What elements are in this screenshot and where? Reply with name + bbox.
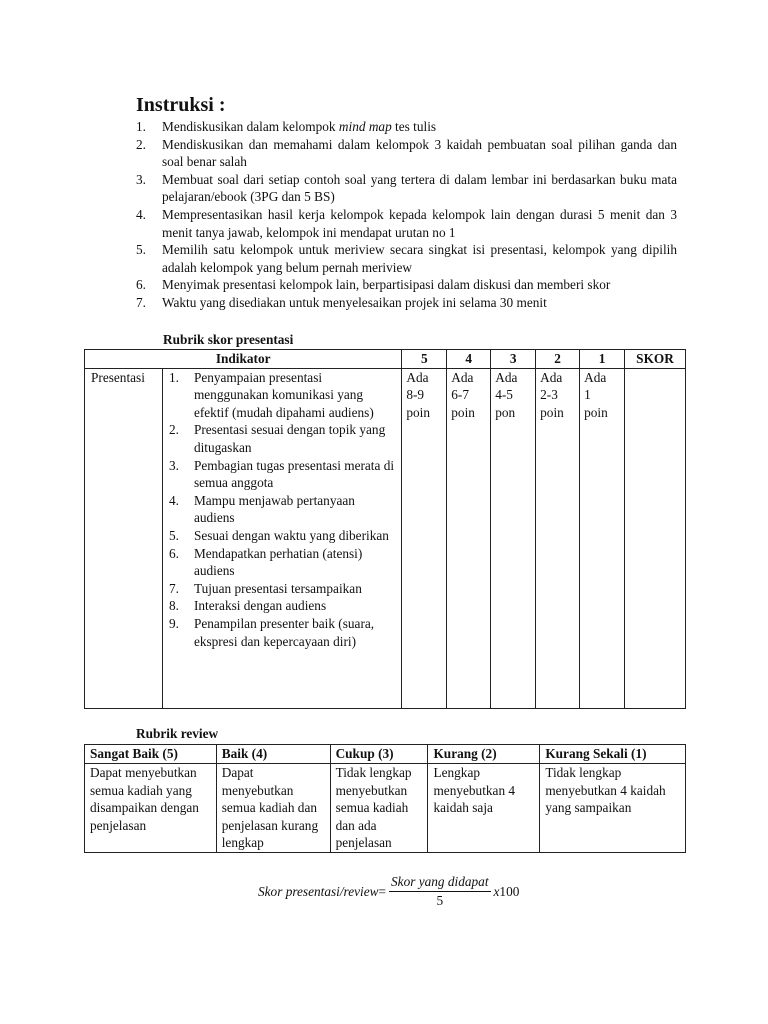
instruction-number: 3. — [136, 171, 146, 187]
score-line: Ada — [451, 369, 474, 385]
header-skor: SKOR — [625, 350, 686, 369]
instruction-item — [136, 206, 677, 241]
instructions-list — [136, 118, 677, 312]
indicator-number: 5. — [168, 527, 179, 543]
indicator-item — [167, 421, 397, 456]
review-cell: Dapat menyebutkan semua kadiah yang disampaikan dengan penjelasan — [85, 764, 217, 853]
instruction-text: Mendiskusikan dan memahami dalam kelompok 3 kaidah pembuatan soal pilihan ganda dan soal benar salah — [162, 136, 677, 170]
score-line: poin — [584, 404, 608, 420]
instruction-number: 7. — [136, 294, 146, 310]
instruction-number: 2. — [136, 136, 146, 152]
score-cell-5 — [402, 368, 447, 708]
review-cell: Tidak lengkap menyebutkan 4 kaidah yang sampaikan — [540, 764, 686, 853]
formula-equals: = — [378, 883, 387, 899]
instruction-number: 6. — [136, 277, 146, 293]
indicator-text: Presentasi sesuai dengan topik yang ditugaskan — [193, 422, 386, 455]
header-indikator: Indikator — [85, 350, 402, 369]
instruction-item — [136, 171, 677, 206]
instruction-text: tes tulis — [391, 119, 437, 134]
instruction-text: Waktu yang disediakan untuk menyelesaikan projek ini selama 30 menit — [162, 294, 547, 310]
indicator-item — [167, 597, 397, 615]
score-line: Ada — [584, 369, 607, 385]
rubric-review-title: Rubrik review — [136, 726, 219, 741]
header-score-3: 3 — [491, 350, 536, 369]
indicator-item — [167, 492, 397, 527]
header-score-5: 5 — [402, 350, 447, 369]
formula-numerator: Skor yang didapat — [389, 874, 491, 892]
review-header: Sangat Baik (5) — [85, 745, 217, 764]
instruction-number: 5. — [136, 242, 146, 258]
indicator-item — [167, 457, 397, 492]
formula-times: x — [493, 883, 500, 899]
score-cell-1 — [580, 368, 625, 708]
header-score-1: 1 — [580, 350, 625, 369]
score-cell-2 — [536, 368, 580, 708]
instruction-item — [136, 241, 677, 276]
instruction-number: 1. — [136, 119, 146, 134]
score-line: pon — [495, 404, 516, 420]
indicator-number: 8. — [168, 598, 179, 614]
score-line: poin — [406, 404, 430, 420]
score-line: 4-5 — [495, 387, 513, 403]
rubric-presentation-table — [84, 349, 686, 709]
rubric-row — [85, 368, 686, 708]
instruction-text: Mendiskusikan dalam kelompok — [162, 119, 339, 134]
indicator-item — [167, 615, 397, 650]
indicator-number: 2. — [168, 422, 179, 438]
instruction-emphasis: mind map — [338, 119, 392, 134]
score-cell-4 — [447, 368, 491, 708]
formula-lhs: Skor presentasi/review — [258, 883, 379, 899]
indicator-number: 9. — [168, 615, 179, 631]
category-cell: Presentasi — [85, 368, 163, 708]
indicator-text: Penyampaian presentasi menggunakan komunikasi yang efektif (mudah dipahami audiens) — [193, 369, 374, 420]
indicator-text: Mampu menjawab pertanyaan audiens — [193, 492, 355, 526]
formula-denominator: 5 — [436, 893, 444, 908]
indicator-text: Sesuai dengan waktu yang diberikan — [193, 527, 389, 543]
rubric-presentation-title: Rubrik skor presentasi — [163, 332, 294, 347]
rubric-header-row — [85, 350, 686, 369]
instruction-text: Menyimak presentasi kelompok lain, berpartisipasi dalam diskusi dan memberi skor — [162, 277, 611, 293]
formula-fraction — [389, 874, 491, 909]
score-line: poin — [451, 404, 475, 420]
indicators-cell — [162, 368, 401, 708]
review-cell: Dapat menyebutkan semua kadiah dan penjelasan kurang lengkap — [216, 764, 330, 853]
instruction-number: 4. — [136, 206, 146, 222]
instruction-text: Memilih satu kelompok untuk meriview secara singkat isi presentasi, kelompok yang dipilih adalah kelompok yang belum pernah meriview — [162, 242, 677, 275]
review-cell: Tidak lengkap menyebutkan semua kadiah dan ada penjelasan — [330, 764, 428, 853]
score-line: 6-7 — [451, 387, 470, 403]
instruction-item — [136, 136, 677, 171]
skor-cell — [625, 368, 686, 708]
indicator-list — [167, 369, 397, 651]
review-row — [85, 764, 686, 853]
score-line: Ada — [540, 369, 563, 385]
indicator-item — [167, 369, 397, 422]
score-cell-3 — [491, 368, 536, 708]
instruction-item — [136, 276, 677, 294]
instruction-item — [136, 118, 677, 136]
indicator-item — [167, 545, 397, 580]
rubric-review-table — [84, 744, 686, 853]
indicator-text: Penampilan presenter baik (suara, ekspresi dan kepercayaan diri) — [193, 615, 375, 649]
indicator-text: Interaksi dengan audiens — [193, 598, 327, 614]
indicator-text: Mendapatkan perhatian (atensi) audiens — [193, 545, 363, 579]
header-score-4: 4 — [447, 350, 491, 369]
review-header: Kurang (2) — [428, 745, 540, 764]
score-line: 2-3 — [540, 387, 558, 403]
indicator-item — [167, 580, 397, 598]
instructions-title: Instruksi : — [136, 94, 226, 116]
score-line: 8-9 — [406, 387, 425, 403]
instruction-text: Membuat soal dari setiap contoh soal yang tertera di dalam lembar ini berdasarkan buku mata pelajaran/ebook (3PG dan 5 BS) — [162, 171, 677, 205]
review-header: Kurang Sekali (1) — [540, 745, 686, 764]
score-formula — [258, 874, 519, 909]
review-cell: Lengkap menyebutkan 4 kaidah saja — [428, 764, 540, 853]
score-line: Ada — [406, 369, 429, 385]
score-line: 1 — [584, 387, 591, 403]
review-header: Cukup (3) — [330, 745, 428, 764]
indicator-number: 3. — [168, 457, 179, 473]
indicator-number: 7. — [168, 580, 179, 596]
review-header-row — [85, 745, 686, 764]
score-line: poin — [540, 404, 564, 420]
formula-multiplier: 100 — [499, 883, 520, 899]
header-score-2: 2 — [536, 350, 580, 369]
score-line: Ada — [495, 369, 518, 385]
indicator-text: Tujuan presentasi tersampaikan — [193, 580, 362, 596]
indicator-item — [167, 527, 397, 545]
indicator-number: 6. — [168, 545, 179, 561]
instruction-item — [136, 294, 677, 312]
instruction-text: Mempresentasikan hasil kerja kelompok kepada kelompok lain dengan durasi 5 menit dan 3 menit tanya jawab, kelompok ini mendapat urutan no 1 — [162, 206, 677, 240]
indicator-number: 1. — [168, 369, 179, 385]
indicator-text: Pembagian tugas presentasi merata di semua anggota — [193, 457, 395, 491]
indicator-number: 4. — [168, 492, 179, 508]
review-header: Baik (4) — [216, 745, 330, 764]
